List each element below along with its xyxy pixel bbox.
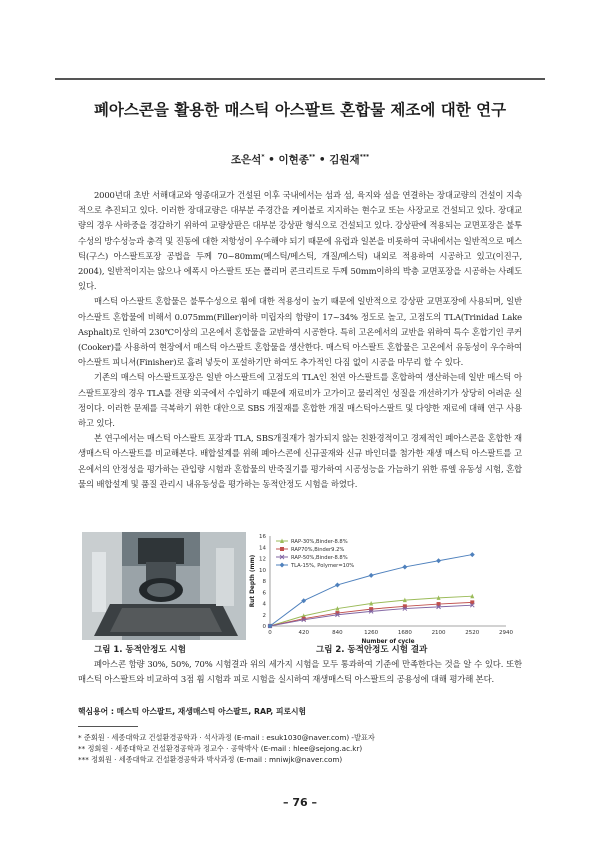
footnote: *** 정회원 · 세종대학교 건설환경공학과 박사과정 (E-mail : mniwjk@naver.com) [78, 755, 343, 764]
paragraph: 기존의 매스틱 아스팔트포장은 일반 아스팔트에 고점도의 TLA인 천연 아스팔트를 혼합하여 생산하는데 일반 매스틱 아스팔트포장의 경우 TLA를 전량 외국에서 수입하기 때문에 재료비가 고가이고 물리적인 성질을 개선하기가 상당히 어려운 실정이다. 이러한 문제를 극복하기 위한 대안으로 SBS 개질재를 혼합한 개질 매스틱아스팔트 및 다양한 재료에 대해 연구 사용하고 있다. [78, 372, 522, 429]
y-tick-label: 14 [259, 545, 266, 552]
top-rule [55, 78, 545, 80]
x-tick-label: 840 [332, 630, 343, 636]
author-name: 이현종 [278, 154, 309, 166]
data-point [402, 564, 407, 569]
data-point [280, 563, 285, 568]
x-tick-label: 420 [298, 630, 309, 636]
y-tick-label: 2 [262, 612, 266, 619]
x-tick-label: 1680 [397, 630, 412, 636]
x-tick-label: 2520 [465, 630, 480, 636]
author-name: 조은석 [230, 154, 262, 166]
keywords: 핵심용어 : 매스틱 아스팔트, 재생매스틱 아스팔트, RAP, 피로시험 [78, 707, 307, 716]
paper-title: 폐아스콘을 활용한 매스틱 아스팔트 혼합물 제조에 대한 연구 [93, 101, 507, 119]
figure1-caption: 그림 1. 동적안정도 시험 [94, 645, 186, 655]
footnote: ** 정회원 · 세종대학교 건설환경공학과 정교수 · 공학박사 (E-mail : hlee@sejong.ac.kr) [78, 744, 363, 753]
author-mark: *** [359, 153, 370, 161]
y-tick-label: 8 [262, 579, 266, 585]
paragraph: 2000년대 초반 서해대교와 영종대교가 건설된 이후 국내에서는 섬과 섬, 육지와 섬을 연결하는 장대교량의 건설이 지속적으로 추진되고 있다. 이러한 장대교량은 대부분 주경간을 케이블로 지지하는 현수교 또는 사장교로 건설되고 있다. 장대교량의 경우 사하중을 경감하기 위하여 교량상판은 대부분 강상판 형식으로 건설되고 있다. 강상판에 적용되는 교면포장은 불투수성의 방수성능과 충격 및 진동에 대한 저항성이 우수해야 되기 때문에 유럽과 일본을 비롯하여 국내에서는 일반적으로 메스틱(구스) 아스팔트포장 공법을 두께 70~80mm(메스틱/메스틱, 개질/메스틱) 내외로 적용하여 시공하고 있고(이진구, 2004), 일반적이지는 않으나 에폭시 아스팔트 또는 폴리머 콘크리트로 두께 50mm이하의 박층 교면포장을 시공하는 사례도 있다. [78, 190, 522, 292]
y-tick-label: 12 [259, 556, 266, 563]
legend-label: RAP70%,Binder9.2% [291, 547, 345, 553]
data-point [436, 558, 441, 563]
wheel-tracking-machine-photo [82, 532, 246, 640]
data-point [280, 547, 284, 551]
legend-label: TLA-15%, Polymer=10% [291, 563, 355, 569]
y-tick-label: 4 [262, 601, 266, 608]
legend-label: RAP-50%,Binder-8.8% [291, 555, 348, 561]
author-name: 김원재 [329, 154, 360, 166]
data-point [470, 552, 475, 557]
x-tick-label: 2940 [499, 630, 513, 636]
author-mark: * [261, 153, 265, 161]
results-text [78, 657, 522, 687]
y-tick-label: 6 [262, 590, 266, 597]
y-tick-label: 16 [259, 534, 266, 540]
x-tick-label: 2100 [431, 630, 446, 636]
x-tick-label: 0 [268, 630, 272, 636]
y-tick-label: 10 [259, 567, 266, 574]
x-tick-label: 1260 [364, 630, 379, 636]
rut-depth-chart [240, 530, 520, 650]
footnote: * 준회원 · 세종대학교 건설환경공학과 · 석사과정 (E-mail : esuk1030@naver.com) -발표자 [78, 733, 375, 742]
author-separator: • [315, 154, 330, 166]
figure2-caption: 그림 2. 동적안정도 시험 결과 [316, 645, 428, 655]
page-number: – 76 – [283, 796, 317, 809]
author-line [40, 152, 560, 167]
paragraph: 매스틱 아스팔트 혼합물은 불투수성으로 휨에 대한 적용성이 높기 때문에 일반적으로 강상판 교면포장에 사용되며, 일반 아스팔트 혼합물에 비해서 0.075mm(Filler)이하 미립자의 함량이 17~34% 정도로 높고, 고점도의 TLA(Trinidad Lake Asphalt)로 인하여 230℃이상의 고온에서 혼합물을 교반하여 시공한다. 특히 고온에서의 교반을 위하여 특수 혼합기인 쿠커(Cooker)를 사용하여 현장에서 매스틱 아스팔트 혼합물을 생산한다. 매스틱 아스팔트 혼합물은 고온에서 유동성이 우수하여 아스팔트 피니셔(Finisher)로 흘려 넣듯이 포설하기만 하여도 추가적인 다짐 없이 시공을 마무리 할 수 있다. [78, 296, 522, 368]
legend-label: RAP-30%,Binder-8.8% [291, 539, 348, 545]
body-text [78, 188, 522, 492]
x-axis-label: Number of cycle [361, 639, 415, 645]
author-separator: • [264, 154, 279, 166]
paragraph: 본 연구에서는 매스틱 아스팔트 포장과 TLA, SBS개질재가 첨가되지 않는 친환경적이고 경제적인 폐아스콘을 혼합한 재생매스틱 아스팔트를 비교해본다. 배합설계를 위해 폐아스콘에 신규골재와 신규 바인더를 첨가한 재생 매스틱 아스팔트를 고온에서의 안정성을 평가하는 관입량 시험과 혼합물의 반죽질기를 평가하여 시공성능을 가늠하기 위한 류엘 유동성 시험, 혼합물의 배합설계 및 품질 관리시 내유동성을 평가하는 동적안정도 시험을 하였다. [78, 433, 522, 489]
paragraph: 폐아스콘 함량 30%, 50%, 70% 시험결과 위의 세가지 시험을 모두 통과하여 기준에 만족한다는 것을 알 수 있다. 또한 매스틱 아스팔트와 비교하여 3점 휨 시험과 피로 시험을 실시하여 재생매스틱 아스팔트의 공용성에 대해 평가해 본다. [78, 659, 522, 685]
data-point [369, 573, 374, 578]
footnotes [78, 732, 522, 765]
author-mark: ** [308, 153, 316, 161]
y-tick-label: 0 [262, 624, 266, 630]
series-line [270, 602, 472, 626]
footnote-rule [78, 726, 138, 727]
data-point [335, 582, 340, 587]
y-axis-label: Rut Depth (mm) [250, 554, 256, 608]
